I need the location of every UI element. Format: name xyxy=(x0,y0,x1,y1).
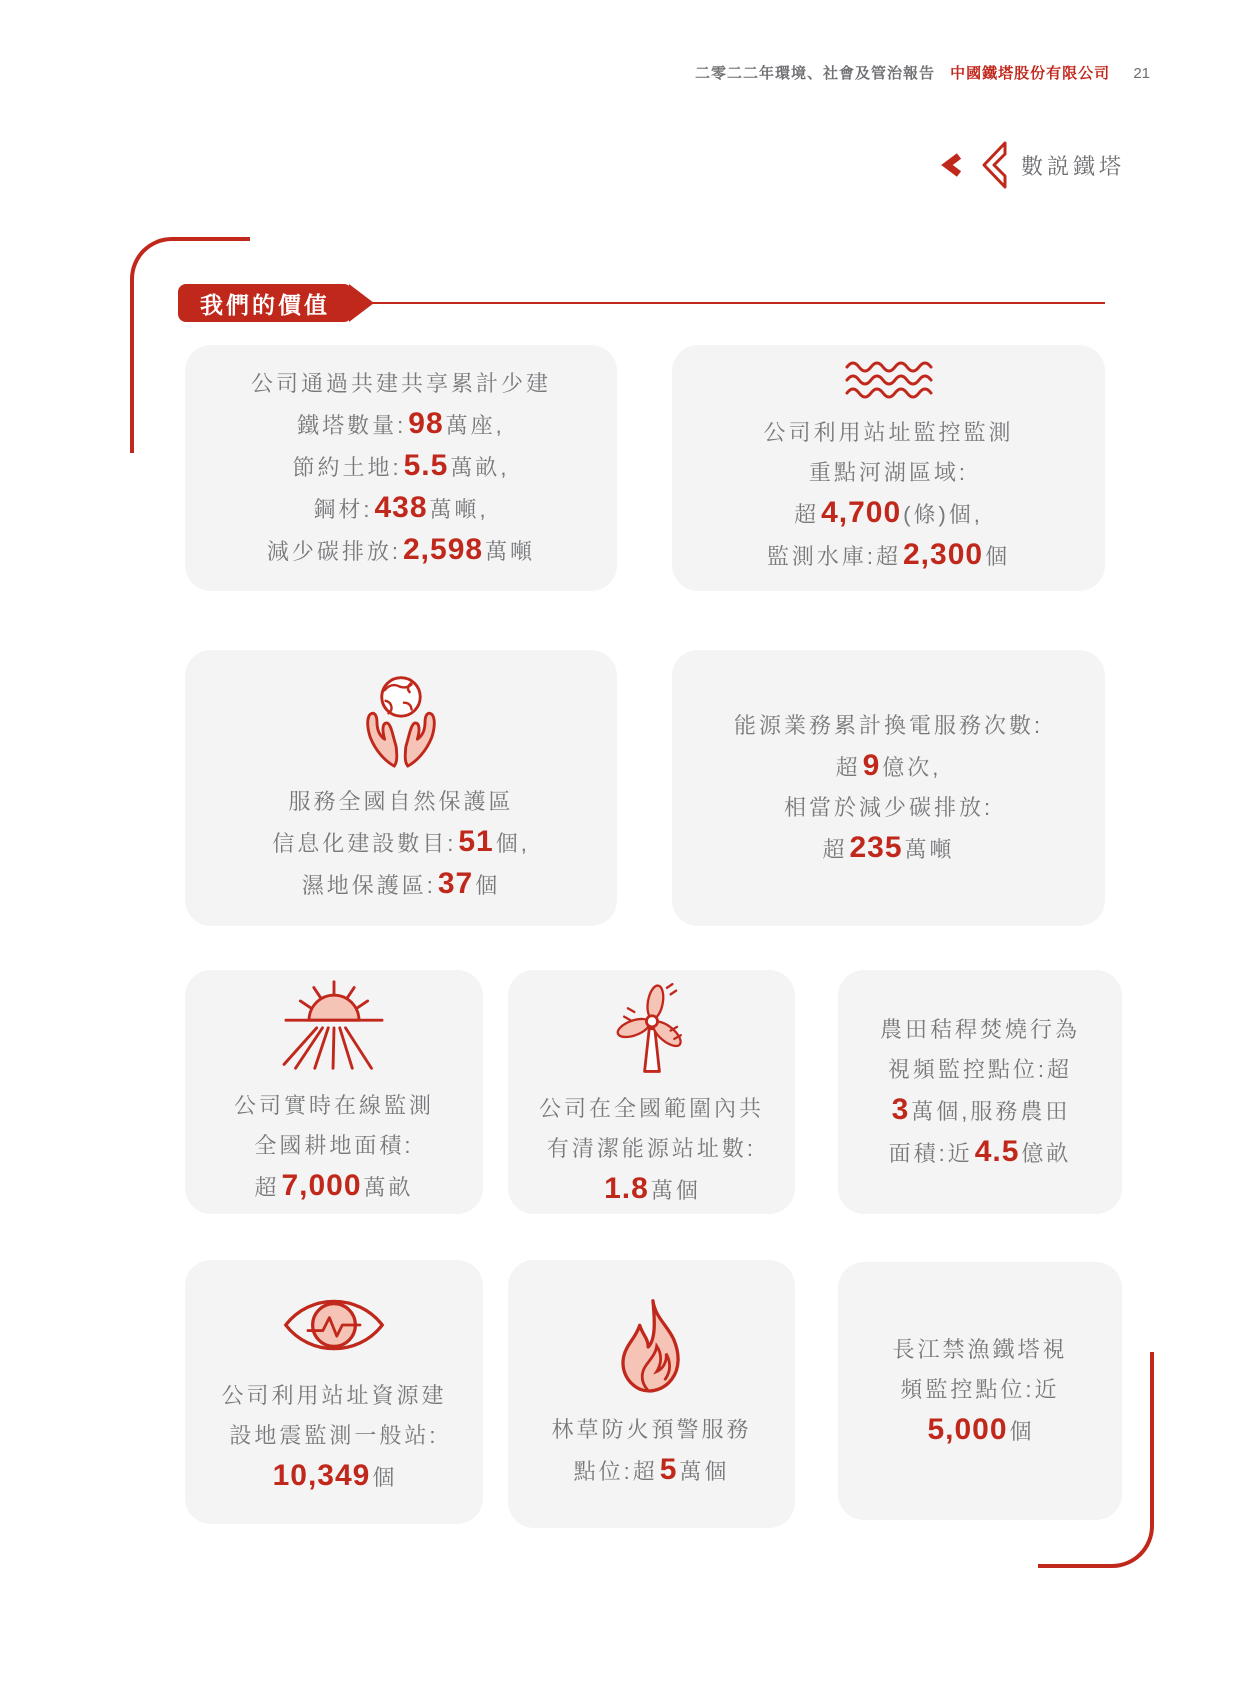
stat-card-text: 公司利用站址監控監測 重點河湖區域: 超4,700(條)個, 監測水庫:超2,300個 xyxy=(763,420,1014,571)
stat-card-nature-reserve-service xyxy=(185,650,617,926)
section-banner xyxy=(178,284,352,322)
stat-card-forest-fire-warning xyxy=(508,1260,795,1528)
page-number: 21 xyxy=(1133,65,1150,82)
sunrise-field-icon xyxy=(278,976,390,1074)
stat-card-text: 能源業務累計換電服務次數: 超9億次, 相當於減少碳排放: 超235萬噸 xyxy=(733,713,1044,864)
stat-card-earthquake-stations xyxy=(185,1260,483,1524)
section-tag-label: 數説鐵塔 xyxy=(1020,153,1125,179)
stat-card-battery-swap-service xyxy=(672,650,1105,926)
company-name: 中國鐵塔股份有限公司 xyxy=(950,65,1111,82)
page-header xyxy=(695,62,1150,83)
wind-turbine-icon xyxy=(609,973,695,1077)
stat-card-text: 農田秸稈焚燒行為 視頻監控點位:超 3萬個,服務農田 面積:近4.5億畝 xyxy=(879,1017,1080,1168)
stat-card-river-lake-monitoring xyxy=(672,345,1105,591)
stat-card-text: 林草防火預警服務 點位:超5萬個 xyxy=(551,1417,752,1486)
stat-card-farmland-online-monitoring xyxy=(185,970,483,1214)
water-waves-icon xyxy=(843,359,935,401)
report-title: 二零二二年環境、社會及管治報告 xyxy=(694,65,935,82)
banner-rule-line xyxy=(372,302,1105,304)
chevron-left-outline-icon xyxy=(976,140,1008,190)
stat-card-text: 公司在全國範圍內共 有清潔能源站址數: 1.8萬個 xyxy=(538,1096,764,1205)
stat-card-yangtze-fishing-ban xyxy=(838,1262,1122,1520)
stat-card-shared-construction xyxy=(185,345,617,591)
eye-seismograph-icon xyxy=(280,1286,388,1364)
stat-card-text: 公司通過共建共享累計少建 鐵塔數量:98萬座, 節約土地:5.5萬畝, 鋼材:438萬噸, 減少碳排放:2,598萬噸 xyxy=(250,371,551,566)
stat-card-clean-energy-sites xyxy=(508,970,795,1214)
stat-card-text: 長江禁漁鐵塔視 頻監控點位:近 5,000個 xyxy=(892,1337,1068,1446)
stat-card-text: 公司利用站址資源建 設地震監測一般站: 10,349個 xyxy=(221,1383,447,1492)
flame-icon xyxy=(611,1296,693,1398)
section-banner-title: 我們的價值 xyxy=(200,291,330,318)
stat-card-text: 服務全國自然保護區 信息化建設數目:51個, 濕地保護區:37個 xyxy=(272,789,530,900)
stat-card-text: 公司實時在線監測 全國耕地面積: 超7,000萬畝 xyxy=(233,1093,434,1202)
chevron-left-solid-icon xyxy=(941,153,963,177)
hands-holding-globe-icon xyxy=(351,670,451,770)
section-tag xyxy=(941,140,1125,190)
stat-card-straw-burning-monitoring xyxy=(838,970,1122,1214)
